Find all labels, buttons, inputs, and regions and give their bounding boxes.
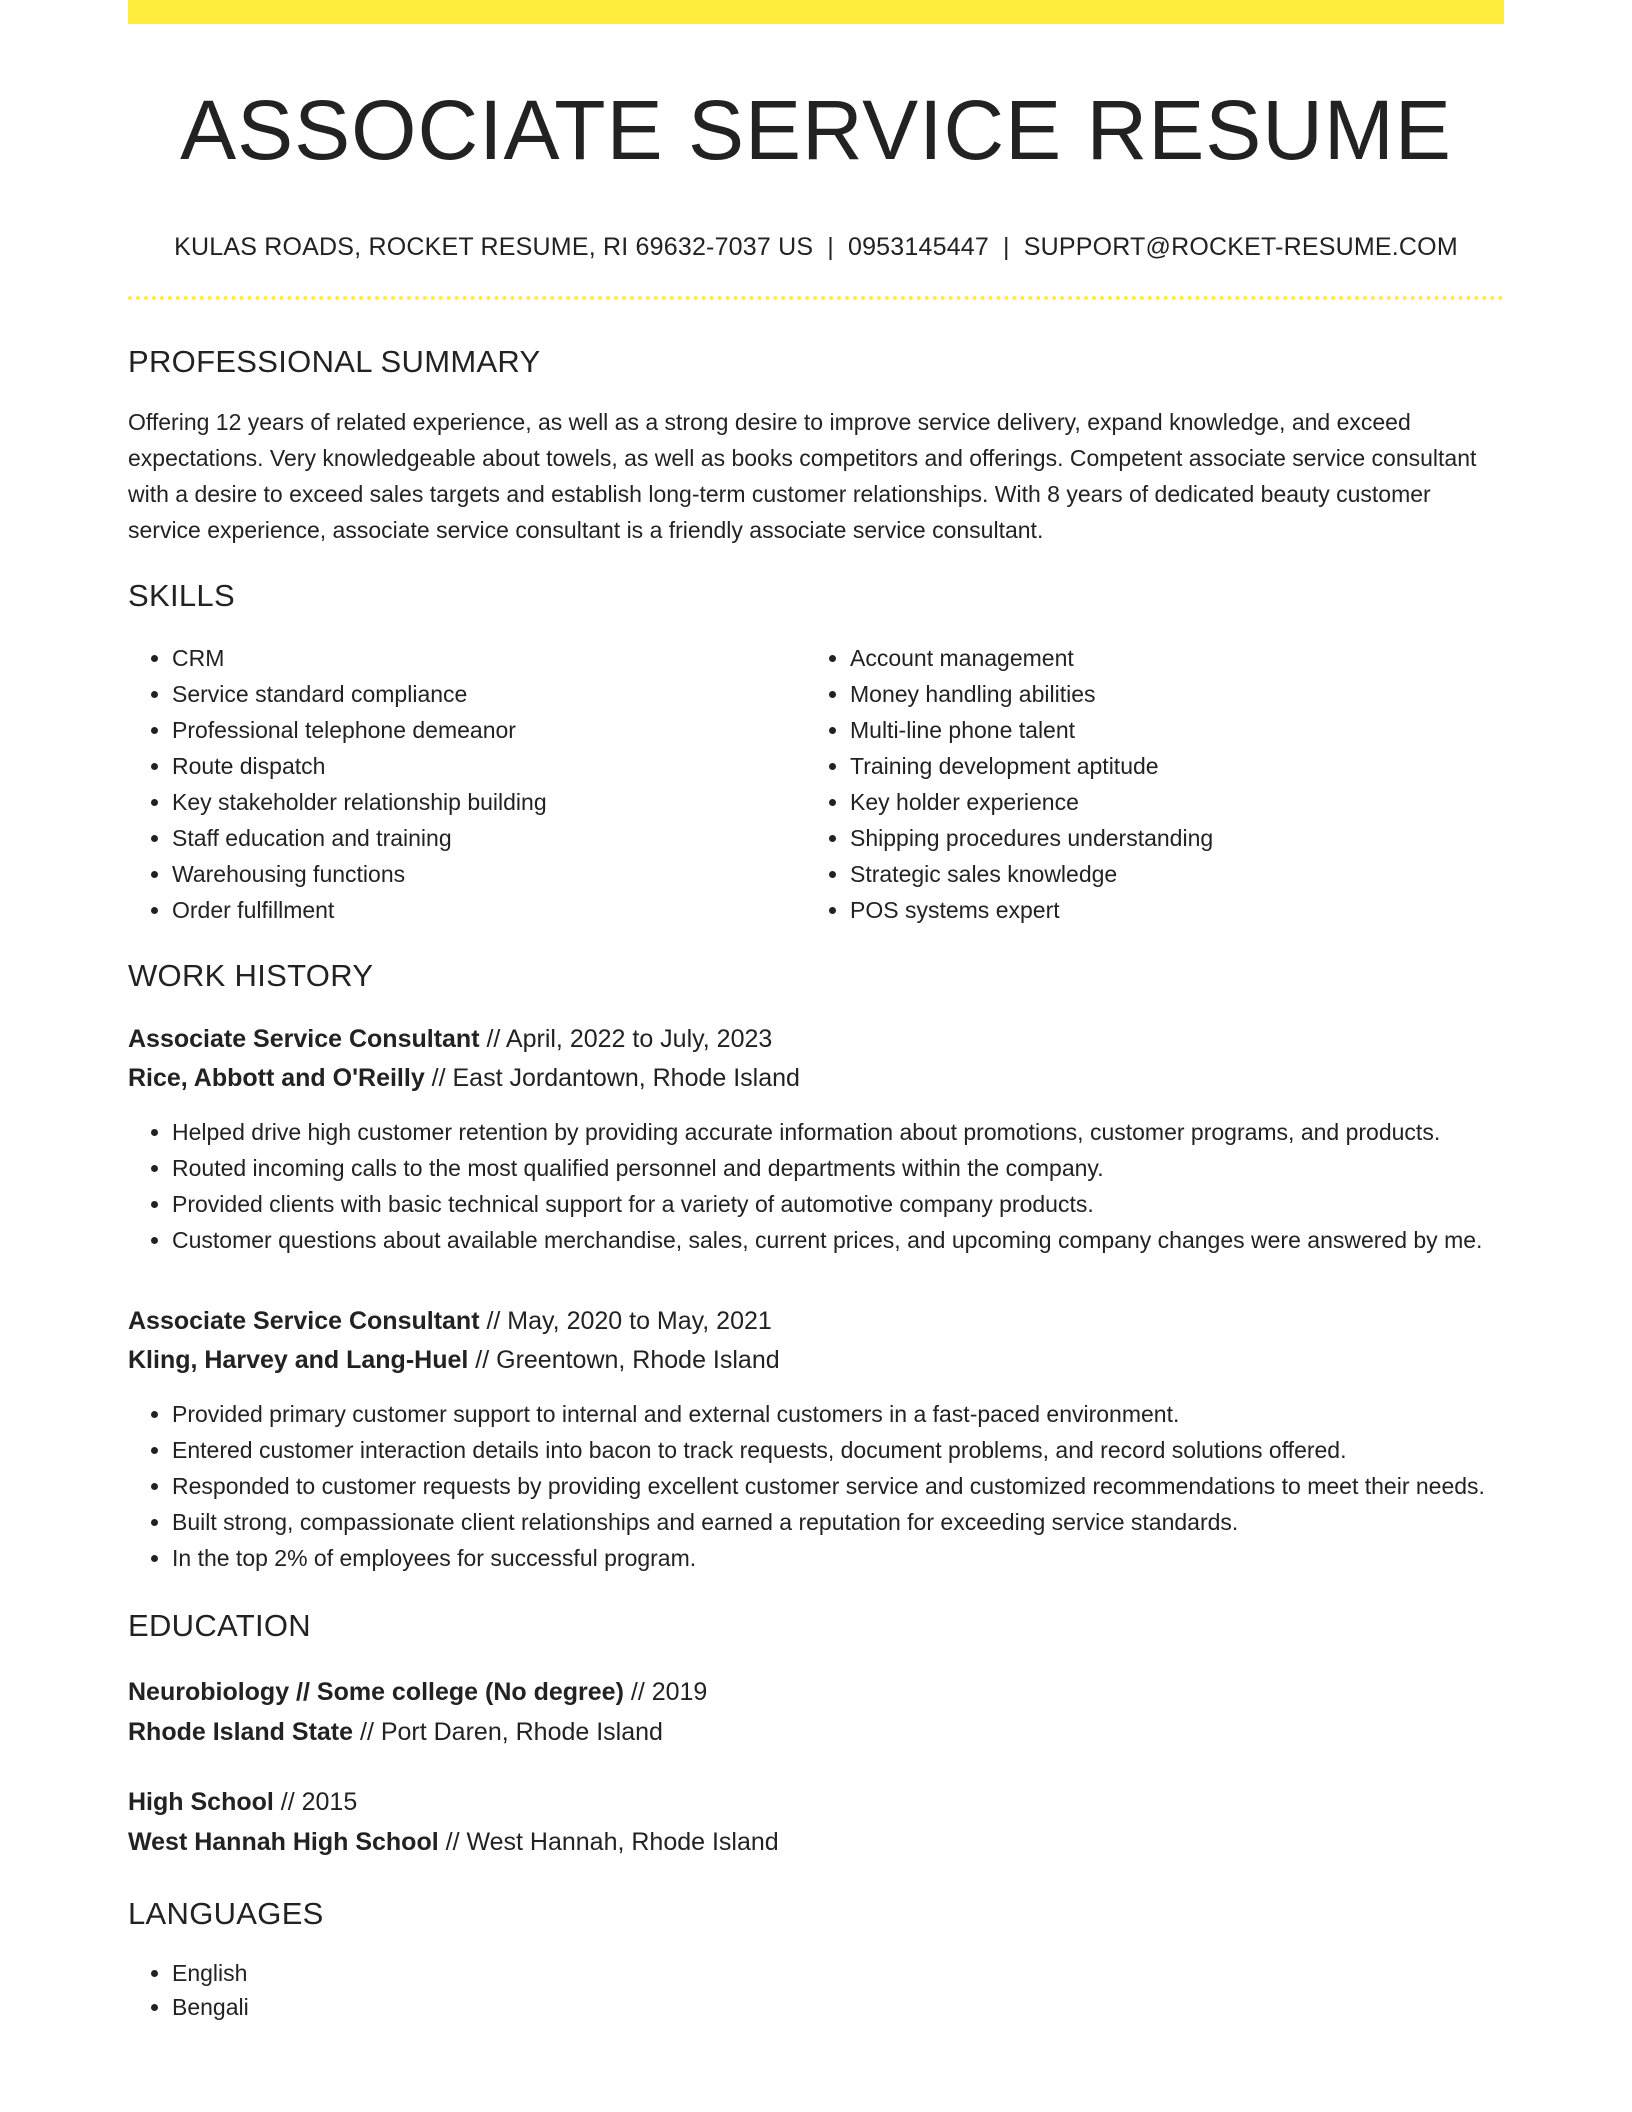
skill-item: • Order fulfillment <box>172 892 806 928</box>
education-location: // Port Daren, Rhode Island <box>353 1718 663 1746</box>
education-school: Rhode Island State <box>128 1718 354 1746</box>
job-duty: • Helped drive high customer retention by providing accurate information about promotions, customer programs, and products. <box>172 1114 1504 1150</box>
contact-address: KULAS ROADS, ROCKET RESUME, RI 69632-7037 US <box>174 233 814 261</box>
skill-item: • Shipping procedures understanding <box>850 820 1504 856</box>
skill-item: • Staff education and training <box>172 820 806 856</box>
skill-item: • Strategic sales knowledge <box>850 856 1504 892</box>
skill-item: • CRM <box>172 640 806 676</box>
job-title: Associate Service Consultant <box>128 1025 480 1053</box>
company-location: // Greentown, Rhode Island <box>468 1346 780 1374</box>
skill-item: • Key stakeholder relationship building <box>172 784 806 820</box>
job-title-line <box>128 1020 1504 1058</box>
job-duty: • Provided clients with basic technical support for a variety of automotive company products. <box>172 1186 1504 1222</box>
languages-list <box>128 1956 1504 2024</box>
job-duty: • In the top 2% of employees for successful program. <box>172 1540 1504 1576</box>
skill-item: • Training development aptitude <box>850 748 1504 784</box>
education-location: // West Hannah, Rhode Island <box>438 1828 779 1856</box>
job-entry <box>128 1020 1504 1258</box>
education-year: // 2019 <box>623 1678 708 1706</box>
language-item: • English <box>172 1956 1504 1990</box>
resume-title: ASSOCIATE SERVICE RESUME <box>180 83 1452 177</box>
company-line <box>128 1340 1504 1380</box>
education-school-line <box>128 1822 1504 1862</box>
company-name: Rice, Abbott and O'Reilly <box>128 1064 425 1092</box>
skill-item: • Route dispatch <box>172 748 806 784</box>
contact-email: SUPPORT@ROCKET-RESUME.COM <box>1023 233 1458 261</box>
skills-columns <box>128 640 1504 928</box>
company-location: // East Jordantown, Rhode Island <box>424 1064 800 1092</box>
education-entry <box>128 1782 1504 1862</box>
company-line <box>128 1058 1504 1098</box>
job-duties-list <box>128 1114 1504 1258</box>
education-degree: High School <box>128 1788 274 1816</box>
education-entry <box>128 1672 1504 1752</box>
job-title-line <box>128 1302 1504 1340</box>
education-school-line <box>128 1712 1504 1752</box>
education-heading: EDUCATION <box>128 1608 311 1643</box>
education-degree: Neurobiology // Some college (No degree) <box>128 1678 624 1706</box>
skill-item: • POS systems expert <box>850 892 1504 928</box>
education-school: West Hannah High School <box>128 1828 439 1856</box>
skill-item: • Multi-line phone talent <box>850 712 1504 748</box>
contact-line <box>128 232 1504 262</box>
skills-heading: SKILLS <box>128 578 235 613</box>
skill-item: • Service standard compliance <box>172 676 806 712</box>
contact-separator: | <box>1003 233 1010 261</box>
job-duty: • Provided primary customer support to internal and external customers in a fast-paced environment. <box>172 1396 1504 1432</box>
skill-item: • Key holder experience <box>850 784 1504 820</box>
job-duties-list <box>128 1396 1504 1576</box>
accent-top-bar <box>128 0 1504 24</box>
job-title: Associate Service Consultant <box>128 1307 480 1335</box>
skill-item: • Warehousing functions <box>172 856 806 892</box>
company-name: Kling, Harvey and Lang-Huel <box>128 1346 469 1374</box>
contact-separator: | <box>827 233 834 261</box>
resume-page <box>128 0 1504 2024</box>
work-history-heading: WORK HISTORY <box>128 958 374 993</box>
language-item: • Bengali <box>172 1990 1504 2024</box>
skill-item: • Account management <box>850 640 1504 676</box>
education-year: // 2015 <box>273 1788 358 1816</box>
skills-left-list <box>128 640 806 928</box>
job-dates: // May, 2020 to May, 2021 <box>479 1307 772 1335</box>
contact-phone: 0953145447 <box>847 233 990 261</box>
summary-text: Offering 12 years of related experience, as well as a strong desire to improve service delivery, expand knowledge, and exceed expectations. Very knowledgeable about towels, as well as books competitors and offerings. Competent associate service consultant with a desire to exceed sales targets and establish long-term customer relationships. With 8 years of dedicated beauty customer service experience, associate service consultant is a friendly associate service consultant. <box>128 409 1477 543</box>
skill-item: • Money handling abilities <box>850 676 1504 712</box>
job-duty: • Entered customer interaction details into bacon to track requests, document problems, and record solutions offered. <box>172 1432 1504 1468</box>
dotted-divider <box>128 296 1504 300</box>
summary-heading: PROFESSIONAL SUMMARY <box>128 344 541 379</box>
job-duty: • Routed incoming calls to the most qualified personnel and departments within the company. <box>172 1150 1504 1186</box>
education-degree-line <box>128 1672 1504 1712</box>
job-duty: • Customer questions about available merchandise, sales, current prices, and upcoming company changes were answered by me. <box>172 1222 1504 1258</box>
languages-heading: LANGUAGES <box>128 1896 324 1931</box>
job-entry <box>128 1302 1504 1576</box>
skills-right-list <box>806 640 1504 928</box>
job-dates: // April, 2022 to July, 2023 <box>479 1025 773 1053</box>
job-duty: • Built strong, compassionate client relationships and earned a reputation for exceeding service standards. <box>172 1504 1504 1540</box>
skill-item: • Professional telephone demeanor <box>172 712 806 748</box>
job-duty: • Responded to customer requests by providing excellent customer service and customized recommendations to meet their needs. <box>172 1468 1504 1504</box>
education-degree-line <box>128 1782 1504 1822</box>
